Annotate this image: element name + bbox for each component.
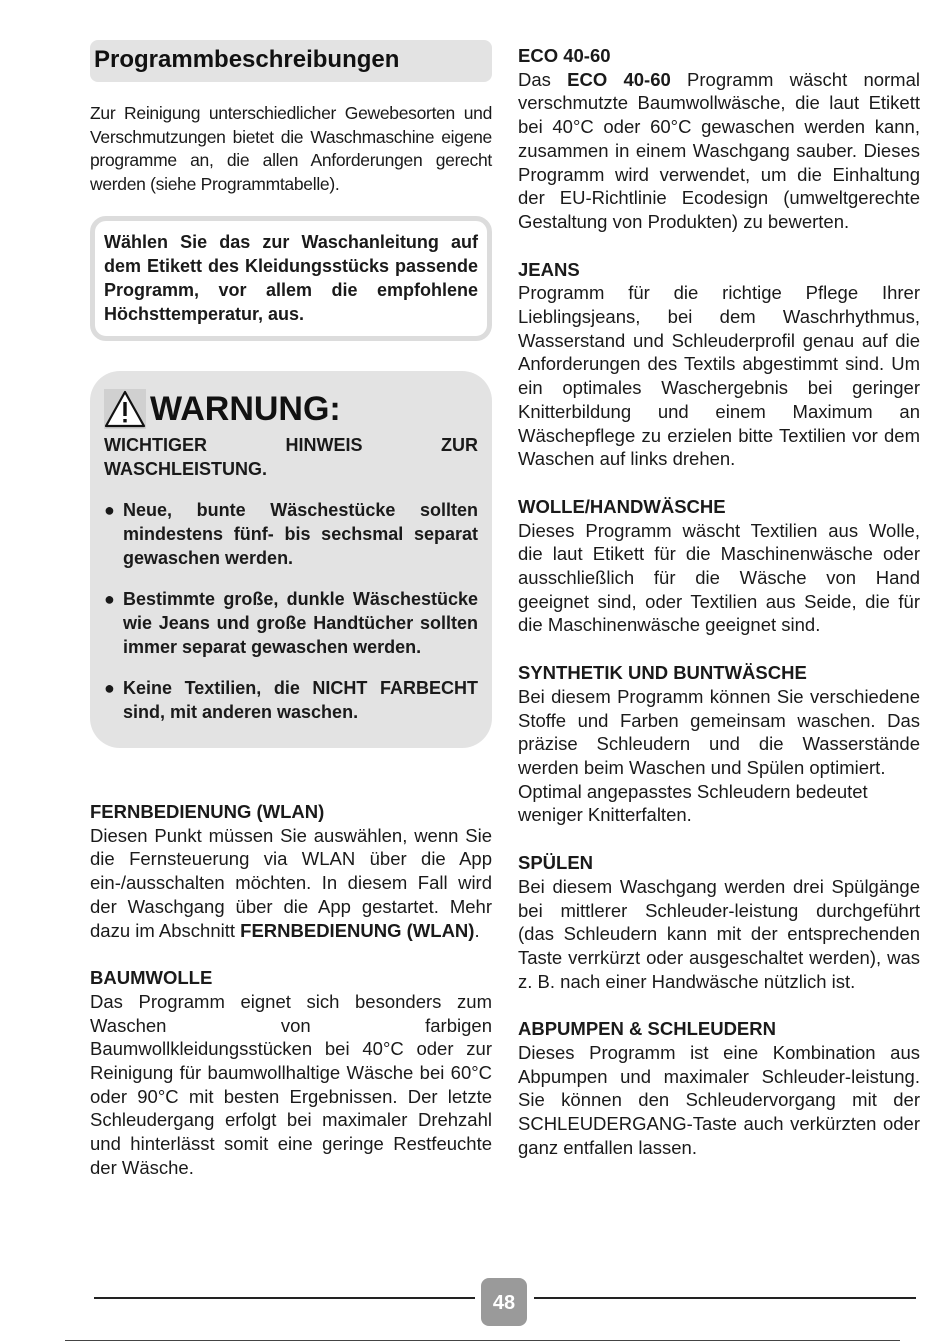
section-text: Das Programm eignet sich besonders zum Waschen von farbigen Baumwollkleidungsstücken bei 40°C oder zur Reinigung für baumwollhaltige Wäsche bei 60°C oder 90°C mit besten Ergebnissen. Der letzte Schleudergang erfolgt bei maximaler Drehzahl und hinterlässt somit eine geringe Restfeuchte der Wäsche. (90, 990, 492, 1178)
section-text-2: Optimal angepasstes Schleudern bedeutet weniger Knitterfalten. (518, 780, 868, 826)
section-text: Das ECO 40-60 Programm wäscht normal verschmutzte Baumwollwäsche, die laut Etikett bei 40°C oder 60°C gewaschen werden kann, zusammen in einem Waschgang sauber. Dieses Programm wird verwendet, um die Einhaltung der EU-Richtlinie Ecodesign (umweltgerechte Gestaltung von Produkten) zu bewerten. (518, 68, 920, 232)
section-spuelen (518, 851, 920, 993)
footer-rule-left (94, 1297, 475, 1299)
page-title: Programmbeschreibungen (90, 40, 492, 82)
section-heading: JEANS (518, 258, 580, 280)
warning-subtitle-line1: WICHTIGER HINWEIS ZUR (104, 435, 478, 455)
warning-bullet (104, 676, 478, 724)
bullet-dot-icon: ● (104, 589, 115, 609)
bullet-dot-icon: ● (104, 500, 115, 520)
section-heading: BAUMWOLLE (90, 967, 213, 989)
warning-box (90, 371, 492, 748)
section-heading: SPÜLEN (518, 852, 594, 874)
section-fernbedienung (90, 800, 492, 942)
warning-subtitle-line2: WASCHLEISTUNG. (104, 459, 268, 479)
warning-bullet-text: Keine Textilien, die NICHT FARBECHT sind, mit anderen waschen. (123, 678, 478, 722)
warning-title: WARNUNG: (150, 390, 341, 428)
right-column (518, 44, 920, 1160)
section-text: Dieses Programm ist eine Kombination aus Abpumpen und maximaler Schleuder-leistung. Sie können den Schleudervorgang mit der SCHLEUDERGANG-Taste auch verkürzten oder ganz entfallen lassen. (518, 1042, 920, 1158)
section-text: Bei diesem Waschgang werden drei Spülgänge bei mittlerer Schleuder-leistung durchgeführt (das Schleudern kann mit der entsprechenden Taste verrkürzt oder ausgeschaltet werden), was z. B. nach einer Handwäsche nützlich ist. (518, 875, 920, 992)
warning-bullet-text: Neue, bunte Wäschestücke sollten mindestens fünf- bis sechsmal separat gewaschen werden. (123, 500, 478, 568)
section-abpumpen (518, 1017, 920, 1159)
section-text: Programm für die richtige Pflege Ihrer Lieblingsjeans, bei dem Waschrhythmus, Wasserstand und Schleuderprofil genau auf die Anforderungen des Textils abgestimmt sind. Um ein optimales Waschergebnis bei geringer Knitterbildung und einem Maximum an Wäschepflege zu erzielen bitte Textilien vor dem Waschen auf links drehen. (518, 282, 920, 470)
section-baumwolle (90, 966, 492, 1179)
footer-rule-right (534, 1297, 916, 1299)
section-heading: SYNTHETIK UND BUNTWÄSCHE (518, 662, 807, 684)
notice-text: Wählen Sie das zur Waschanleitung auf dem Etikett des Kleidungsstücks passende Programm, vor allem die empfohlene Höchsttemperatur, aus. (104, 232, 478, 324)
section-text: Dieses Programm wäscht Textilien aus Wolle, die laut Etikett für die Maschinenwäsche oder ausschließlich für die Wäsche von Hand geeignet sind, oder Textilien aus Seide, die für die Maschinenwäsche geeignet sind. (518, 519, 920, 636)
section-text: Diesen Punkt müssen Sie auswählen, wenn Sie die Fernsteuerung via WLAN über die App ein-/ausschalten möchten. In diesem Fall wird der Waschgang über die App gestartet. Mehr dazu im Abschnitt FERNBEDIENUNG (WLAN). (90, 824, 492, 941)
bullet-dot-icon: ● (104, 678, 115, 698)
page-number: 48 (481, 1278, 527, 1326)
warning-bullet (104, 587, 478, 659)
intro-text: Zur Reinigung unterschiedlicher Gewebesorten und Verschmutzungen bietet die Waschmaschine eigene programme an, die allen Anforderungen gerecht werden (siehe Programmtabelle). (90, 103, 492, 194)
section-text: Bei diesem Programm können Sie verschiedene Stoffe und Farben gemeinsam waschen. Das präzise Schleudern und die Wasserstände werden beim Waschen und Spülen optimiert. (518, 685, 920, 778)
section-wolle (518, 495, 920, 637)
section-eco (518, 44, 920, 234)
section-synthetik (518, 661, 920, 827)
warning-header (104, 385, 478, 433)
section-jeans (518, 258, 920, 471)
bottom-divider (65, 1340, 900, 1341)
warning-triangle-icon (104, 389, 146, 429)
left-column (90, 40, 492, 1180)
section-heading: ABPUMPEN & SCHLEUDERN (518, 1018, 776, 1040)
notice-box (90, 216, 492, 341)
section-heading: WOLLE/HANDWÄSCHE (518, 495, 726, 517)
warning-bullet-text: Bestimmte große, dunkle Wäschestücke wie Jeans und große Handtücher sollten immer separat gewaschen werden. (123, 589, 478, 657)
warning-bullet (104, 498, 478, 570)
section-heading: FERNBEDIENUNG (WLAN) (90, 801, 325, 822)
section-heading: ECO 40-60 (518, 45, 611, 66)
